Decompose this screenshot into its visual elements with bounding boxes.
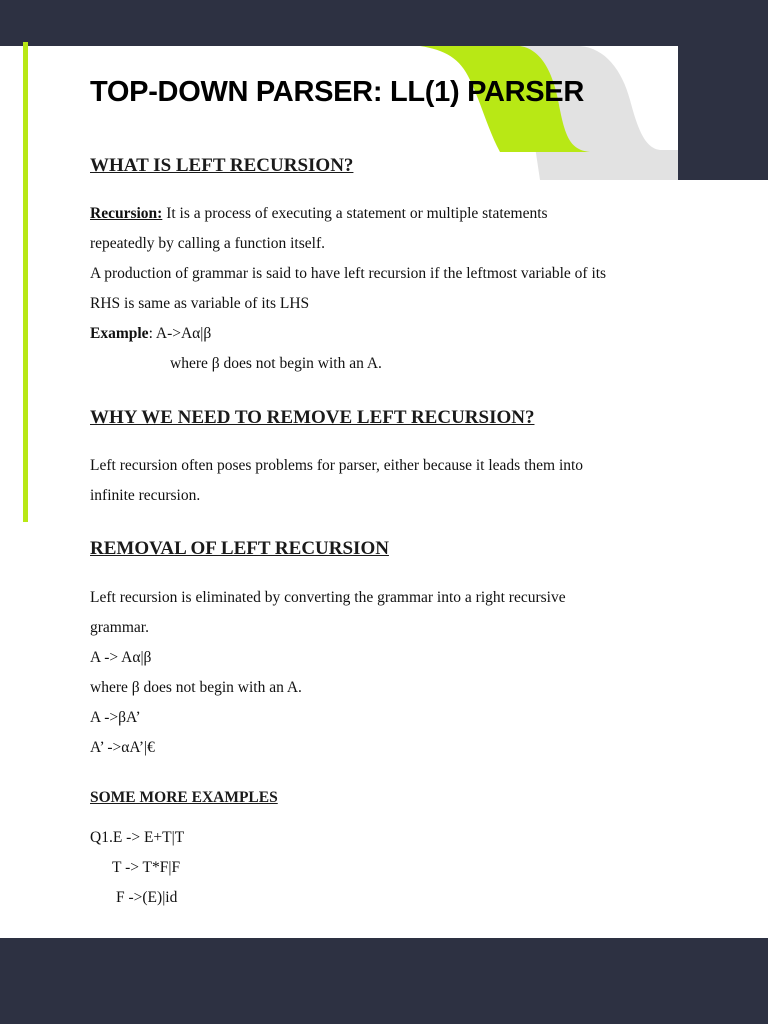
removal-line-1: Left recursion is eliminated by converting the grammar into a right recursive (90, 589, 566, 606)
removal-line-6: A’ ->αA’|€ (90, 739, 155, 756)
recursion-definition (90, 205, 548, 223)
example-q1-line-2: T -> T*F|F (112, 859, 181, 876)
why-line-1: Left recursion often poses problems for parser, either because it leads them into (90, 457, 584, 474)
why-line-2: infinite recursion. (90, 487, 201, 504)
removal-line-4: where β does not begin with an A. (90, 679, 302, 696)
example-q1: Q1.E -> E+T|T (90, 829, 185, 846)
recursion-label: Recursion: (90, 205, 163, 222)
recursion-line-3: A production of grammar is said to have left recursion if the leftmost variable of its (90, 265, 607, 282)
example-label: Example (90, 325, 149, 342)
removal-line-2: grammar. (90, 619, 149, 636)
recursion-line-4: RHS is same as variable of its LHS (90, 295, 310, 312)
example-q1-line-3: F ->(E)|id (116, 889, 178, 906)
recursion-text: It is a process of executing a statement or multiple statements (162, 205, 548, 222)
removal-line-5: A ->βA’ (90, 709, 141, 726)
heading-why-remove: WHY WE NEED TO REMOVE LEFT RECURSION? (90, 407, 535, 428)
heading-what-is-left-recursion: WHAT IS LEFT RECURSION? (90, 155, 354, 176)
example-text: : A->Aα|β (148, 325, 212, 342)
heading-more-examples: SOME MORE EXAMPLES (90, 789, 278, 806)
example-note: where β does not begin with an A. (170, 355, 382, 372)
example-line (90, 325, 211, 343)
page-title: TOP-DOWN PARSER: LL(1) PARSER (90, 76, 584, 108)
footer-band (0, 938, 768, 1024)
recursion-line-2: repeatedly by calling a function itself. (90, 235, 325, 252)
removal-line-3: A -> Aα|β (90, 649, 152, 666)
heading-removal: REMOVAL OF LEFT RECURSION (90, 538, 389, 559)
left-accent-bar (23, 42, 28, 522)
